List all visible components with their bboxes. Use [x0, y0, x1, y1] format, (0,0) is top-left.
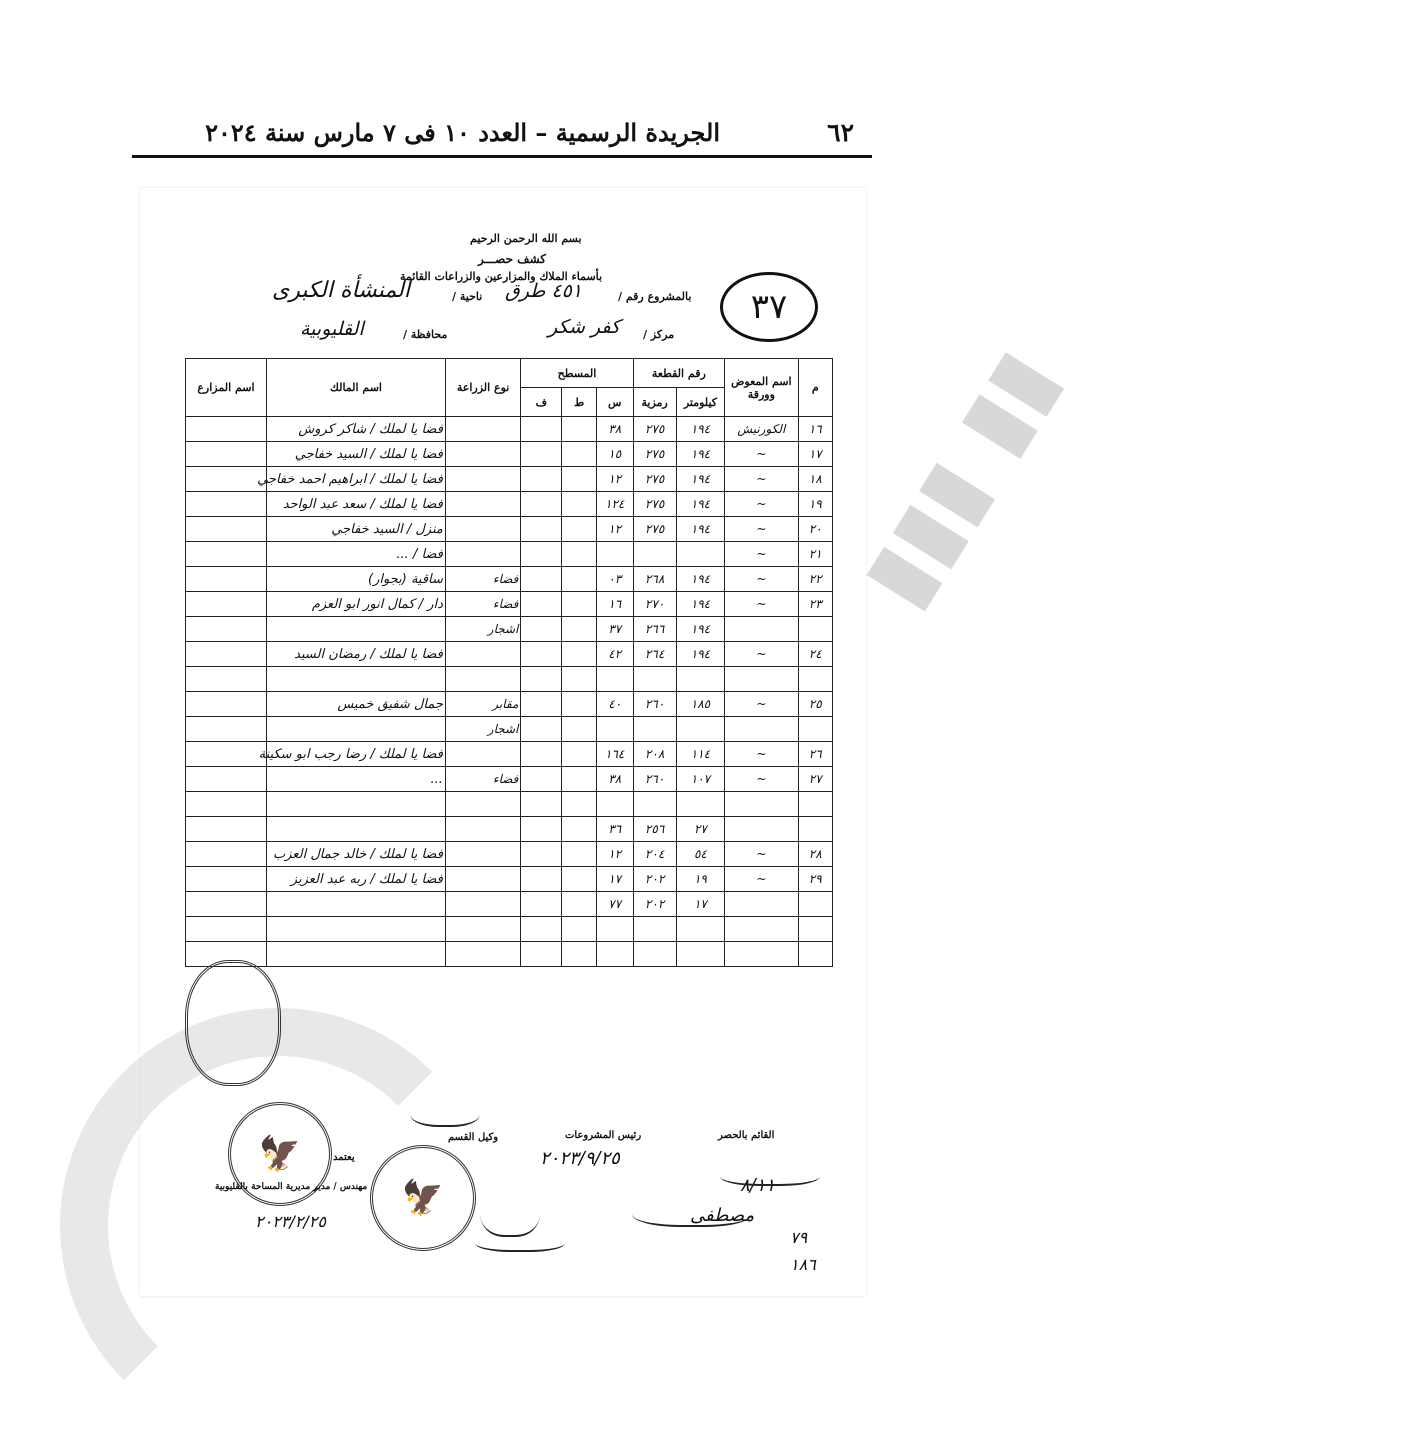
page-number: ٦٢: [827, 118, 854, 147]
cell-crop: [445, 917, 520, 942]
cell-code: ٢٦٦: [633, 617, 676, 642]
cell-sahm: ٧٧: [596, 892, 633, 917]
cell-sahm: ١٢: [596, 842, 633, 867]
table-row: [186, 892, 833, 917]
cell-claimant: ~: [725, 767, 798, 792]
cell-farmer: [186, 717, 267, 742]
signature-scribble: [410, 1095, 480, 1127]
form-title: كشف حصـــر: [478, 252, 547, 266]
cell-code: ٢٧٠: [633, 592, 676, 617]
eagle-emblem-icon: 🦅: [258, 1134, 302, 1174]
signature-scribble: [720, 1162, 820, 1186]
cell-feddan: [521, 517, 562, 542]
cell-crop: [445, 492, 520, 517]
cell-owner: ...: [266, 767, 445, 792]
cell-serial: ٢١: [798, 542, 833, 567]
cell-feddan: [521, 842, 562, 867]
cell-owner: دار / كمال انور ابو العزم: [266, 592, 445, 617]
cell-claimant: [725, 717, 798, 742]
table-row: [186, 567, 833, 592]
cell-serial: ١٧: [798, 442, 833, 467]
district-label: مركز /: [643, 328, 675, 341]
cell-claimant: ~: [725, 567, 798, 592]
table-row: [186, 917, 833, 942]
sheet-number-circle: ٣٧: [720, 272, 818, 342]
cell-claimant: ~: [725, 692, 798, 717]
table-row: [186, 817, 833, 842]
cell-serial: ١٦: [798, 417, 833, 442]
cell-kilometer: ١٨٥: [676, 692, 725, 717]
cell-kilometer: [676, 717, 725, 742]
date-mid: ٢٠٢٣/٩/٢٥: [540, 1148, 620, 1169]
cell-feddan: [521, 742, 562, 767]
col-area-group: المسطح: [521, 359, 633, 388]
cell-claimant: ~: [725, 492, 798, 517]
cell-claimant: ~: [725, 592, 798, 617]
cell-claimant: ~: [725, 642, 798, 667]
cell-kilometer: ١٧: [676, 892, 725, 917]
cell-sahm: ٤٢: [596, 642, 633, 667]
eagle-emblem-icon: 🦅: [401, 1178, 445, 1218]
cell-serial: [798, 817, 833, 842]
cell-farmer: [186, 517, 267, 542]
village-label: ناحية /: [452, 290, 483, 303]
cell-feddan: [521, 492, 562, 517]
cell-farmer: [186, 667, 267, 692]
cell-serial: ٢٦: [798, 742, 833, 767]
cell-kilometer: ١٩٤: [676, 417, 725, 442]
governorate-label: محافظة /: [403, 328, 448, 341]
cell-owner: فضا يا لملك / ربه عبد العزيز: [266, 867, 445, 892]
gazette-header: [132, 112, 872, 152]
table-row: [186, 867, 833, 892]
cell-feddan: [521, 617, 562, 642]
cell-qirat: [562, 617, 597, 642]
cell-serial: ٢٠: [798, 517, 833, 542]
cell-owner: منزل / السيد خفاجي: [266, 517, 445, 542]
cell-crop: مقابر: [445, 692, 520, 717]
col-crop: نوع الزراعة: [445, 359, 520, 417]
cell-code: ٢٧٥: [633, 492, 676, 517]
table-header-row: [186, 359, 833, 388]
cell-qirat: [562, 767, 597, 792]
cell-claimant: ~: [725, 442, 798, 467]
cell-feddan: [521, 567, 562, 592]
cell-serial: ٢٨: [798, 842, 833, 867]
cell-crop: اشجار: [445, 717, 520, 742]
cell-farmer: [186, 592, 267, 617]
cell-qirat: [562, 892, 597, 917]
cell-code: ٢٧٥: [633, 442, 676, 467]
cell-qirat: [562, 417, 597, 442]
col-serial: م: [798, 359, 833, 417]
cell-qirat: [562, 492, 597, 517]
cell-crop: [445, 942, 520, 967]
cell-serial: ٢٢: [798, 567, 833, 592]
table-row: [186, 942, 833, 967]
cell-crop: [445, 417, 520, 442]
cell-claimant: الكورنيش: [725, 417, 798, 442]
cell-kilometer: ١٠٧: [676, 767, 725, 792]
cell-feddan: [521, 942, 562, 967]
cell-code: ٢٠٢: [633, 892, 676, 917]
cell-farmer: [186, 742, 267, 767]
cell-code: ٢٦٤: [633, 642, 676, 667]
col-code: رمزية: [633, 388, 676, 417]
cell-code: ٢٦٠: [633, 692, 676, 717]
cell-sahm: ١٧: [596, 867, 633, 892]
cell-kilometer: ١٩٤: [676, 617, 725, 642]
signature-scribble: [632, 1195, 755, 1227]
cell-code: [633, 667, 676, 692]
col-feddan: ف: [521, 388, 562, 417]
cell-owner: فضا يا لملك / ابراهيم احمد خفاجي: [266, 467, 445, 492]
cell-code: ٢٧٥: [633, 417, 676, 442]
cell-feddan: [521, 767, 562, 792]
table-row: [186, 517, 833, 542]
cell-crop: اشجار: [445, 617, 520, 642]
cell-feddan: [521, 442, 562, 467]
cell-farmer: [186, 692, 267, 717]
cell-sahm: ١٢: [596, 467, 633, 492]
cell-code: [633, 917, 676, 942]
cell-crop: [445, 467, 520, 492]
cell-sahm: ٤٠: [596, 692, 633, 717]
cell-serial: [798, 617, 833, 642]
cell-code: ٢٠٢: [633, 867, 676, 892]
cell-owner: [266, 917, 445, 942]
table-row: [186, 742, 833, 767]
table-row: [186, 617, 833, 642]
col-qirat: ط: [562, 388, 597, 417]
gazette-title: الجريدة الرسمية – العدد ١٠ فى ٧ مارس سنة ٢٠٢٤: [205, 118, 720, 147]
cell-crop: [445, 792, 520, 817]
signature-scribble: [475, 1230, 565, 1252]
table-row: [186, 467, 833, 492]
cell-crop: فضاء: [445, 767, 520, 792]
cell-sahm: ١٥: [596, 442, 633, 467]
cell-owner: فضا / ...: [266, 542, 445, 567]
cell-feddan: [521, 417, 562, 442]
cell-crop: [445, 442, 520, 467]
cell-kilometer: [676, 667, 725, 692]
engineer-label: مهندس / مدير مديرية المساحة بالقليوبية: [215, 1182, 368, 1192]
page-ref-bottom: ١٨٦: [790, 1255, 816, 1274]
table-row: [186, 542, 833, 567]
cell-sahm: ٣٨: [596, 767, 633, 792]
cell-serial: ١٩: [798, 492, 833, 517]
cell-code: ٢٦٨: [633, 567, 676, 592]
cell-crop: [445, 667, 520, 692]
cell-sahm: [596, 792, 633, 817]
cell-feddan: [521, 892, 562, 917]
cell-qirat: [562, 817, 597, 842]
district-value: كفر شكر: [548, 316, 621, 338]
cell-kilometer: ١٩٤: [676, 467, 725, 492]
cell-code: ٢٠٨: [633, 742, 676, 767]
date-left: ٢٠٢٣/٢/٢٥: [255, 1212, 326, 1231]
cell-sahm: ١٦٤: [596, 742, 633, 767]
cell-code: [633, 717, 676, 742]
cell-feddan: [521, 592, 562, 617]
cell-farmer: [186, 492, 267, 517]
cell-qirat: [562, 692, 597, 717]
col-sahm: س: [596, 388, 633, 417]
basmala: بسم الله الرحمن الرحيم: [470, 232, 582, 245]
header-rule: [132, 155, 872, 158]
cell-qirat: [562, 592, 597, 617]
cell-crop: فضاء: [445, 592, 520, 617]
cell-kilometer: ١٩٤: [676, 642, 725, 667]
watermark: ▮▮▮ ▮▮: [840, 331, 1078, 625]
table-row: [186, 442, 833, 467]
cell-qirat: [562, 742, 597, 767]
cell-owner: ساقية (بجوار): [266, 567, 445, 592]
cell-kilometer: [676, 792, 725, 817]
cell-serial: [798, 917, 833, 942]
col-parcel-group: رقم القطعة: [633, 359, 725, 388]
cell-crop: [445, 842, 520, 867]
cell-feddan: [521, 692, 562, 717]
cell-qirat: [562, 717, 597, 742]
cell-feddan: [521, 542, 562, 567]
cell-farmer: [186, 817, 267, 842]
cell-feddan: [521, 792, 562, 817]
cell-kilometer: [676, 942, 725, 967]
cell-qirat: [562, 917, 597, 942]
cell-claimant: [725, 917, 798, 942]
table-row: [186, 667, 833, 692]
approval-label: يعتمد: [333, 1152, 355, 1163]
cell-owner: فضا يا لملك / رضا رجب ابو سكينة: [266, 742, 445, 767]
project-label: بالمشروع رقم /: [618, 290, 692, 303]
cell-feddan: [521, 867, 562, 892]
cell-owner: [266, 892, 445, 917]
cell-kilometer: ١١٤: [676, 742, 725, 767]
cell-farmer: [186, 642, 267, 667]
cell-qirat: [562, 667, 597, 692]
cell-kilometer: ١٩٤: [676, 592, 725, 617]
cell-feddan: [521, 642, 562, 667]
project-head-label: رئيس المشروعات: [565, 1130, 642, 1141]
faded-stamp: [185, 960, 281, 1086]
cell-owner: فضا يا لملك / شاكر كروش: [266, 417, 445, 442]
cell-kilometer: ٥٤: [676, 842, 725, 867]
table-row: [186, 717, 833, 742]
cell-serial: ٢٥: [798, 692, 833, 717]
cell-farmer: [186, 617, 267, 642]
cell-qirat: [562, 867, 597, 892]
cell-qirat: [562, 842, 597, 867]
cell-owner: فضا يا لملك / سعد عبد الواحد: [266, 492, 445, 517]
cell-serial: ٢٧: [798, 767, 833, 792]
official-stamp-center: [370, 1145, 476, 1251]
signature-scribble: [480, 1180, 540, 1237]
col-owner: اسم المالك: [266, 359, 445, 417]
cell-claimant: [725, 792, 798, 817]
cell-claimant: ~: [725, 542, 798, 567]
cell-sahm: ١٢٤: [596, 492, 633, 517]
cell-code: [633, 792, 676, 817]
cell-serial: [798, 792, 833, 817]
cell-serial: ٢٤: [798, 642, 833, 667]
cell-sahm: [596, 942, 633, 967]
inventory-table: [185, 358, 833, 967]
cell-sahm: ٣٨: [596, 417, 633, 442]
cell-farmer: [186, 417, 267, 442]
cell-farmer: [186, 867, 267, 892]
cell-claimant: [725, 892, 798, 917]
table-row: [186, 692, 833, 717]
cell-sahm: [596, 917, 633, 942]
cell-kilometer: ١٩٤: [676, 442, 725, 467]
cell-code: [633, 942, 676, 967]
col-farmer: اسم المزارع: [186, 359, 267, 417]
cell-kilometer: ١٩: [676, 867, 725, 892]
col-claimant: اسم المعوض وورقة: [725, 359, 798, 417]
cell-qirat: [562, 642, 597, 667]
cell-kilometer: ١٩٤: [676, 517, 725, 542]
surveyor-signature: ٨/١١: [740, 1175, 776, 1196]
cell-code: ٢٠٤: [633, 842, 676, 867]
cell-claimant: ~: [725, 867, 798, 892]
cell-serial: ٢٣: [798, 592, 833, 617]
cell-sahm: ٣٦: [596, 817, 633, 842]
cell-farmer: [186, 917, 267, 942]
governorate-value: القليوبية: [300, 318, 364, 340]
cell-feddan: [521, 717, 562, 742]
table-row: [186, 492, 833, 517]
cell-crop: [445, 542, 520, 567]
cell-kilometer: ٢٧: [676, 817, 725, 842]
cell-serial: ١٨: [798, 467, 833, 492]
cell-qirat: [562, 517, 597, 542]
cell-owner: فضا يا لملك / خالد جمال العزب: [266, 842, 445, 867]
cell-owner: [266, 792, 445, 817]
cell-crop: [445, 867, 520, 892]
cell-claimant: [725, 617, 798, 642]
project-value: ٤٥١ طرق: [505, 280, 583, 302]
cell-kilometer: ١٩٤: [676, 492, 725, 517]
cell-feddan: [521, 817, 562, 842]
cell-serial: [798, 667, 833, 692]
cell-owner: [266, 667, 445, 692]
cell-code: ٢٧٥: [633, 467, 676, 492]
cell-claimant: [725, 942, 798, 967]
table-row: [186, 642, 833, 667]
cell-qirat: [562, 542, 597, 567]
page-ref-top: ٧٩: [790, 1228, 808, 1247]
cell-sahm: ٣٧: [596, 617, 633, 642]
cell-serial: [798, 942, 833, 967]
cell-qirat: [562, 567, 597, 592]
table-row: [186, 592, 833, 617]
surveyor-label: القائم بالحصر: [718, 1130, 775, 1141]
table-row: [186, 842, 833, 867]
cell-farmer: [186, 792, 267, 817]
cell-sahm: ٠٣: [596, 567, 633, 592]
form-subtitle: بأسماء الملاك والمزارعين والزراعات القائمة: [400, 270, 603, 283]
cell-owner: جمال شفيق خميس: [266, 692, 445, 717]
cell-serial: [798, 892, 833, 917]
cell-owner: فضا يا لملك / السيد خفاجي: [266, 442, 445, 467]
cell-crop: فضاء: [445, 567, 520, 592]
cell-claimant: ~: [725, 742, 798, 767]
cell-kilometer: [676, 917, 725, 942]
cell-code: ٢٥٦: [633, 817, 676, 842]
cell-sahm: ١٢: [596, 517, 633, 542]
cell-owner: [266, 617, 445, 642]
cell-code: ٢٦٠: [633, 767, 676, 792]
cell-farmer: [186, 842, 267, 867]
cell-code: ٢٧٥: [633, 517, 676, 542]
cell-qirat: [562, 942, 597, 967]
cell-farmer: [186, 467, 267, 492]
cell-farmer: [186, 442, 267, 467]
cell-crop: [445, 742, 520, 767]
cell-farmer: [186, 767, 267, 792]
cell-claimant: ~: [725, 842, 798, 867]
cell-claimant: [725, 667, 798, 692]
cell-crop: [445, 817, 520, 842]
table-row: [186, 767, 833, 792]
cell-owner: [266, 942, 445, 967]
cell-code: [633, 542, 676, 567]
cell-farmer: [186, 892, 267, 917]
cell-qirat: [562, 442, 597, 467]
cell-claimant: [725, 817, 798, 842]
cell-sahm: ١٦: [596, 592, 633, 617]
cell-sahm: [596, 667, 633, 692]
cell-crop: [445, 892, 520, 917]
cell-sahm: [596, 717, 633, 742]
cell-feddan: [521, 467, 562, 492]
cell-serial: [798, 717, 833, 742]
village-value: المنشأة الكبرى: [272, 278, 410, 303]
cell-feddan: [521, 917, 562, 942]
cell-sahm: [596, 542, 633, 567]
cell-kilometer: [676, 542, 725, 567]
table-row: [186, 417, 833, 442]
table-row: [186, 792, 833, 817]
deputy-label: وكيل القسم: [448, 1132, 499, 1143]
cell-claimant: ~: [725, 517, 798, 542]
cell-crop: [445, 517, 520, 542]
cell-farmer: [186, 542, 267, 567]
cell-farmer: [186, 567, 267, 592]
cell-crop: [445, 642, 520, 667]
cell-serial: ٢٩: [798, 867, 833, 892]
mid-signature: مصطفى: [690, 1205, 755, 1226]
cell-claimant: ~: [725, 467, 798, 492]
cell-owner: فضا يا لملك / رمضان السيد: [266, 642, 445, 667]
cell-qirat: [562, 467, 597, 492]
cell-feddan: [521, 667, 562, 692]
cell-qirat: [562, 792, 597, 817]
cell-owner: [266, 717, 445, 742]
cell-owner: [266, 817, 445, 842]
cell-kilometer: ١٩٤: [676, 567, 725, 592]
col-kilometer: كيلومتر: [676, 388, 725, 417]
